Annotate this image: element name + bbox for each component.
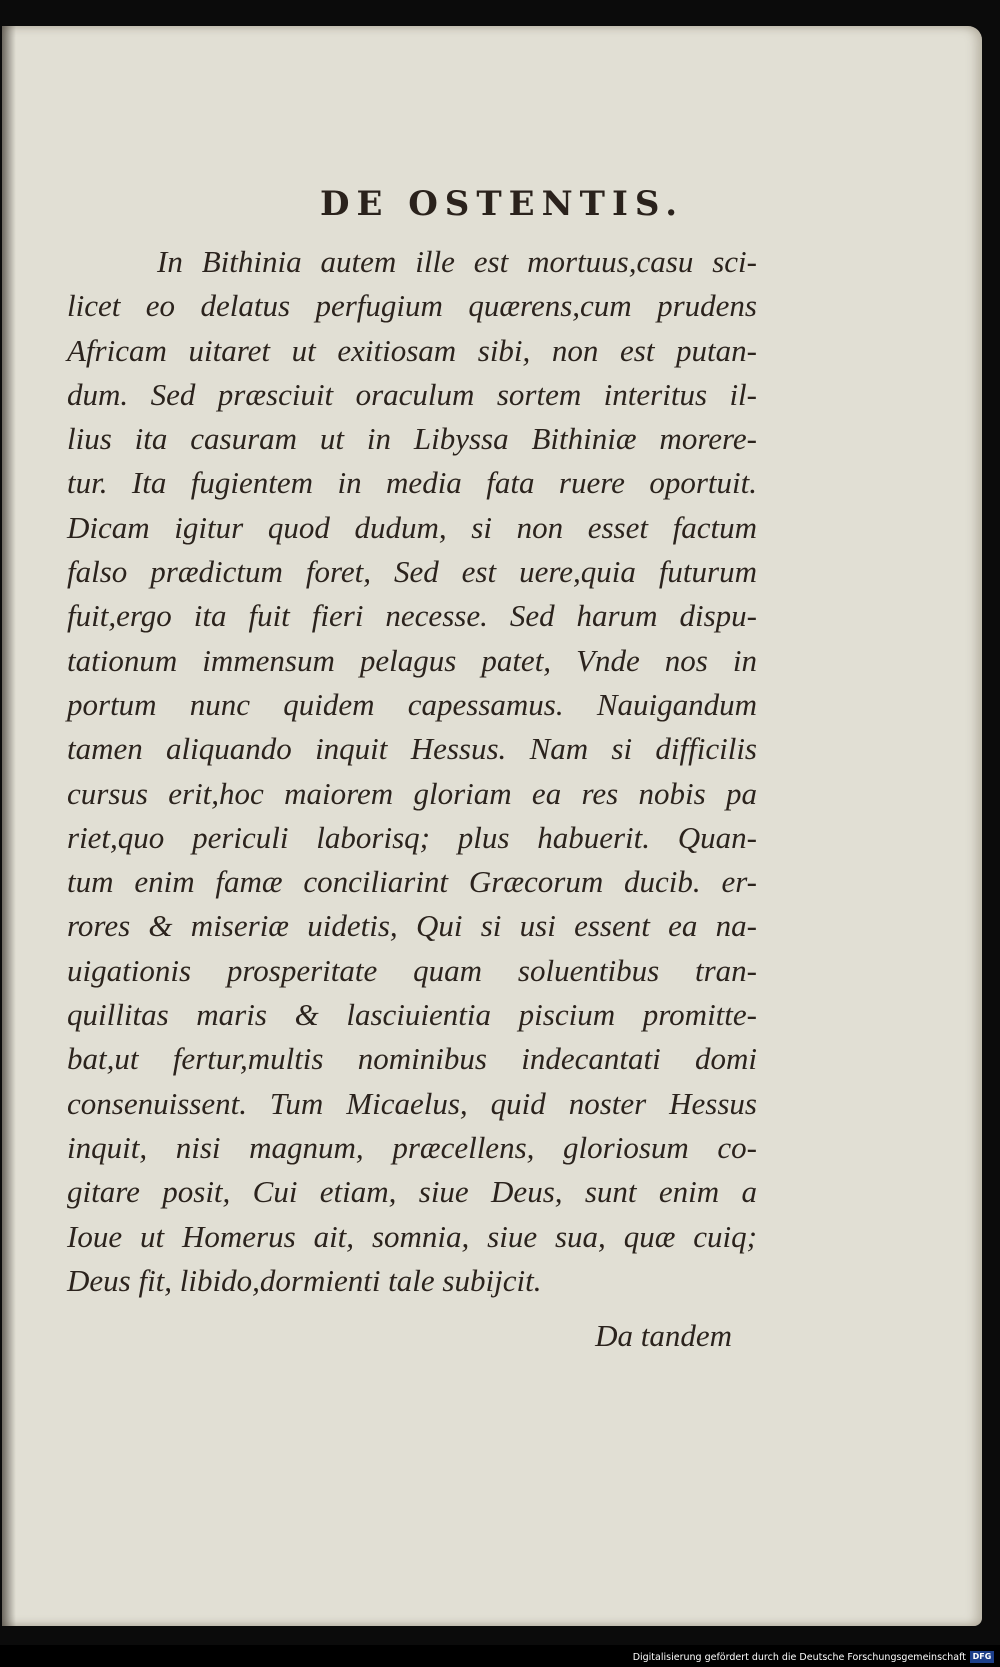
book-page: [2, 26, 982, 1626]
footer-bar: [0, 1645, 1000, 1667]
text-line: tur. Ita fugientem in media fata ruere oportuit.: [67, 465, 757, 501]
page-heading: DE OSTENTIS.: [319, 184, 685, 224]
text-line: tum enim famæ conciliarint Græcorum ducib. er-: [67, 864, 757, 900]
text-line: dum. Sed præsciuit oraculum sortem interitus il-: [67, 376, 757, 412]
text-line: tamen aliquando inquit Hessus. Nam si difficilis: [67, 731, 757, 767]
text-line: In Bithinia autem ille est mortuus,casu sci-: [157, 244, 757, 279]
text-line: Dicam igitur quod dudum, si non esset factum: [67, 509, 757, 545]
text-line: inquit, nisi magnum, præcellens, gloriosum co-: [67, 1129, 757, 1165]
text-line: lius ita casuram ut in Libyssa Bithiniæ morere-: [67, 421, 757, 457]
text-line: cursus erit,hoc maiorem gloriam ea res nobis pa: [67, 775, 757, 811]
text-line: gitare posit, Cui etiam, siue Deus, sunt enim a: [67, 1174, 757, 1210]
dfg-logo-icon: DFG: [970, 1651, 994, 1663]
body-text: [67, 240, 757, 1303]
text-line: portum nunc quidem capessamus. Nauigandum: [67, 686, 757, 722]
catchword: Da tandem: [595, 1318, 732, 1353]
text-line: bat,ut fertur,multis nominibus indecantati domi: [67, 1041, 757, 1077]
text-line: consenuissent. Tum Micaelus, quid noster Hessus: [67, 1085, 757, 1121]
text-line: Deus fit, libido,dormienti tale subijcit.: [67, 1262, 542, 1298]
text-line: rores & miseriæ uidetis, Qui si usi essent ea na-: [67, 908, 757, 944]
text-line: falso prædictum foret, Sed est uere,quia futurum: [67, 554, 757, 590]
funding-credit: Digitalisierung gefördert durch die Deutsche Forschungsgemeinschaft: [632, 1652, 966, 1663]
text-line: riet,quo periculi laborisq; plus habuerit. Quan-: [67, 819, 757, 855]
text-line: tationum immensum pelagus patet, Vnde nos in: [67, 642, 757, 678]
text-line: quillitas maris & lasciuientia piscium promitte-: [67, 997, 757, 1033]
text-line: fuit,ergo ita fuit fieri necesse. Sed harum dispu-: [67, 598, 757, 634]
text-line: Ioue ut Homerus ait, somnia, siue sua, quæ cuiq;: [67, 1218, 757, 1254]
text-line: Africam uitaret ut exitiosam sibi, non est putan-: [67, 332, 757, 368]
text-line: uigationis prosperitate quam soluentibus tran-: [67, 952, 757, 988]
text-line: licet eo delatus perfugium quærens,cum prudens: [67, 288, 757, 324]
